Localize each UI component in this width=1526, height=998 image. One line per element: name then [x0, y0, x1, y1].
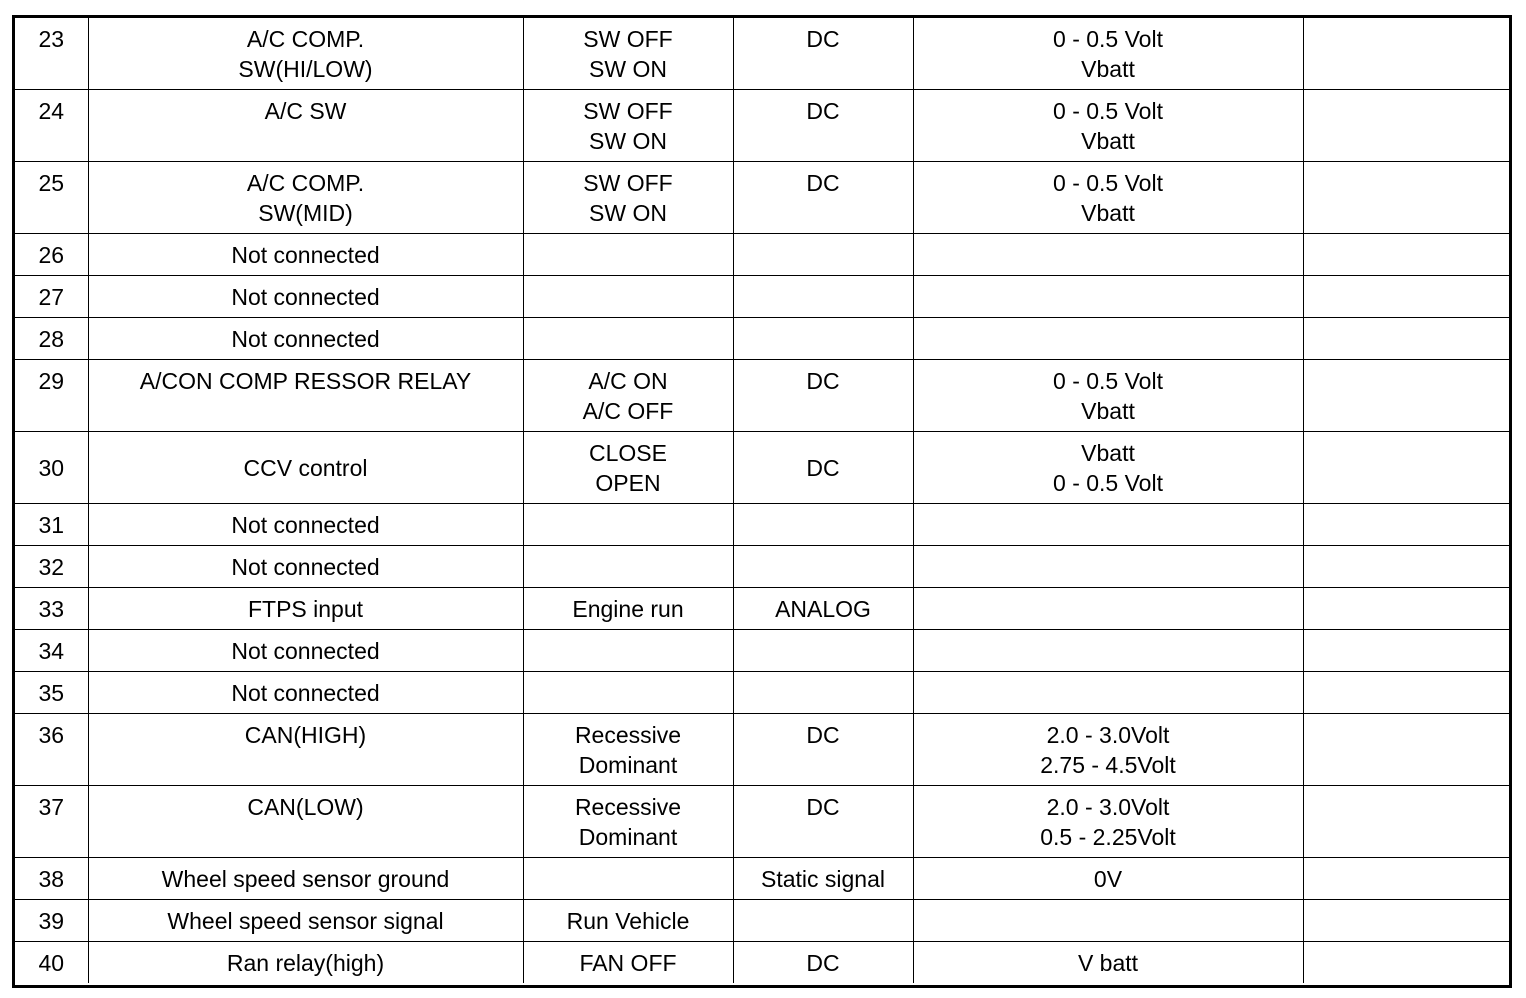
signal-type-cell-text [734, 630, 913, 636]
remark-cell [1303, 276, 1509, 318]
signal-type-cell-text: DC [806, 794, 840, 820]
signal-type-cell-text [734, 318, 913, 324]
pin-number-cell-text: 39 [38, 908, 65, 934]
level-cell-text [914, 588, 1303, 594]
remark-cell-text [1304, 942, 1510, 948]
description-cell [88, 714, 523, 786]
signal-type-cell [733, 90, 913, 162]
pin-number-cell [15, 588, 88, 630]
signal-type-cell-text: DC [806, 368, 840, 394]
description-cell-text: A/CON COMP RESSOR RELAY [139, 368, 472, 394]
table-row [15, 276, 1509, 318]
description-cell [88, 318, 523, 360]
signal-type-cell [733, 630, 913, 672]
pin-number-cell-text: 38 [38, 866, 65, 892]
remark-cell-text [1304, 234, 1510, 240]
condition-cell-text: Run Vehicle [566, 908, 690, 934]
pin-number-cell [15, 318, 88, 360]
condition-cell [523, 630, 733, 672]
condition-cell [523, 786, 733, 858]
table-row [15, 900, 1509, 942]
pin-number-cell [15, 234, 88, 276]
condition-cell-text [524, 318, 733, 324]
level-cell-text [914, 900, 1303, 906]
pin-number-cell-text: 30 [38, 454, 65, 481]
remark-cell [1303, 942, 1509, 984]
signal-type-cell [733, 714, 913, 786]
pin-number-cell [15, 276, 88, 318]
description-cell [88, 360, 523, 432]
condition-cell-text [524, 672, 733, 678]
pin-number-cell-text: 35 [38, 680, 65, 706]
level-cell [913, 276, 1303, 318]
description-cell [88, 630, 523, 672]
condition-cell-text: Recessive Dominant [574, 722, 682, 778]
table-row [15, 162, 1509, 234]
pin-table [15, 18, 1509, 983]
description-cell-text: Not connected [231, 638, 380, 664]
remark-cell [1303, 900, 1509, 942]
description-cell-text: CCV control [243, 454, 368, 481]
pin-number-cell [15, 858, 88, 900]
pin-number-cell-text: 31 [38, 512, 65, 538]
table-row [15, 630, 1509, 672]
level-cell-text: V batt [1077, 950, 1139, 976]
description-cell [88, 276, 523, 318]
condition-cell [523, 432, 733, 504]
pin-number-cell-text: 26 [38, 242, 65, 268]
remark-cell-text [1304, 588, 1510, 594]
table-row [15, 672, 1509, 714]
table-row [15, 504, 1509, 546]
remark-cell [1303, 432, 1509, 504]
description-cell [88, 162, 523, 234]
condition-cell [523, 588, 733, 630]
pin-number-cell-text: 36 [38, 722, 65, 748]
description-cell [88, 546, 523, 588]
signal-type-cell-text: DC [806, 26, 840, 52]
condition-cell [523, 90, 733, 162]
signal-type-cell [733, 360, 913, 432]
pin-number-cell [15, 504, 88, 546]
pin-number-cell-text: 27 [38, 284, 65, 310]
level-cell [913, 546, 1303, 588]
condition-cell-text [524, 858, 733, 864]
pin-number-cell-text: 33 [38, 596, 65, 622]
remark-cell [1303, 90, 1509, 162]
level-cell [913, 786, 1303, 858]
remark-cell-text [1304, 786, 1510, 792]
level-cell-text: Vbatt 0 - 0.5 Volt [1053, 439, 1163, 496]
level-cell [913, 900, 1303, 942]
signal-type-cell [733, 504, 913, 546]
level-cell [913, 858, 1303, 900]
pin-number-cell-text: 37 [38, 794, 65, 820]
remark-cell-text [1304, 714, 1510, 720]
condition-cell-text [524, 276, 733, 282]
level-cell-text [914, 504, 1303, 510]
pin-number-cell [15, 900, 88, 942]
description-cell-text: A/C COMP. SW(MID) [246, 170, 365, 226]
description-cell-text: CAN(LOW) [247, 794, 364, 820]
level-cell-text: 0 - 0.5 Volt Vbatt [1053, 26, 1163, 82]
pin-number-cell [15, 90, 88, 162]
signal-type-cell [733, 234, 913, 276]
level-cell-text [914, 546, 1303, 552]
remark-cell-text [1304, 360, 1510, 366]
description-cell-text: Ran relay(high) [226, 950, 385, 976]
condition-cell-text: SW OFF SW ON [583, 170, 673, 226]
description-cell [88, 942, 523, 984]
condition-cell [523, 900, 733, 942]
pin-number-cell [15, 786, 88, 858]
level-cell-text: 0 - 0.5 Volt Vbatt [1053, 170, 1163, 226]
table-row [15, 858, 1509, 900]
level-cell-text: 2.0 - 3.0Volt 2.75 - 4.5Volt [1040, 722, 1176, 778]
level-cell [913, 942, 1303, 984]
level-cell [913, 588, 1303, 630]
table-row [15, 360, 1509, 432]
table-row [15, 714, 1509, 786]
signal-type-cell-text [734, 546, 913, 552]
description-cell [88, 858, 523, 900]
signal-type-cell [733, 432, 913, 504]
pin-number-cell-text: 25 [38, 170, 65, 196]
description-cell-text: Not connected [231, 680, 380, 706]
signal-type-cell [733, 858, 913, 900]
signal-type-cell [733, 162, 913, 234]
signal-type-cell-text: ANALOG [775, 596, 871, 622]
description-cell-text: A/C SW [264, 98, 347, 124]
remark-cell-text [1304, 672, 1510, 678]
description-cell [88, 786, 523, 858]
description-cell [88, 900, 523, 942]
signal-type-cell-text: DC [806, 98, 840, 124]
description-cell [88, 18, 523, 90]
description-cell-text: Not connected [231, 242, 380, 268]
condition-cell [523, 318, 733, 360]
level-cell [913, 90, 1303, 162]
description-cell-text: CAN(HIGH) [244, 722, 367, 748]
remark-cell-text [1304, 90, 1510, 96]
level-cell-text [914, 276, 1303, 282]
condition-cell [523, 858, 733, 900]
remark-cell [1303, 672, 1509, 714]
table-row [15, 90, 1509, 162]
signal-type-cell-text [734, 900, 913, 906]
pin-number-cell-text: 29 [38, 368, 65, 394]
condition-cell-text: SW OFF SW ON [583, 26, 673, 82]
pin-number-cell-text: 24 [38, 98, 65, 124]
description-cell [88, 588, 523, 630]
description-cell [88, 672, 523, 714]
remark-cell-text [1304, 18, 1510, 24]
description-cell-text: Wheel speed sensor signal [167, 908, 444, 934]
level-cell [913, 360, 1303, 432]
remark-cell-text [1304, 900, 1510, 906]
level-cell-text: 0V [1093, 866, 1123, 892]
description-cell-text: FTPS input [247, 596, 364, 622]
signal-type-cell [733, 318, 913, 360]
table-row [15, 546, 1509, 588]
condition-cell [523, 276, 733, 318]
signal-type-cell-text [734, 504, 913, 510]
signal-type-cell [733, 546, 913, 588]
description-cell-text: Not connected [231, 284, 380, 310]
description-cell [88, 234, 523, 276]
level-cell-text [914, 234, 1303, 240]
level-cell-text: 0 - 0.5 Volt Vbatt [1053, 368, 1163, 424]
table-row [15, 18, 1509, 90]
remark-cell [1303, 360, 1509, 432]
condition-cell-text [524, 234, 733, 240]
remark-cell [1303, 504, 1509, 546]
remark-cell [1303, 630, 1509, 672]
remark-cell-text [1304, 276, 1510, 282]
level-cell [913, 432, 1303, 504]
level-cell [913, 630, 1303, 672]
table-row [15, 786, 1509, 858]
description-cell [88, 504, 523, 546]
pin-number-cell [15, 630, 88, 672]
remark-cell [1303, 714, 1509, 786]
condition-cell [523, 234, 733, 276]
remark-cell [1303, 858, 1509, 900]
table-row [15, 942, 1509, 984]
description-cell [88, 90, 523, 162]
level-cell [913, 18, 1303, 90]
level-cell [913, 234, 1303, 276]
condition-cell [523, 504, 733, 546]
description-cell-text: Not connected [231, 326, 380, 352]
signal-type-cell-text: DC [806, 950, 840, 976]
pin-table-body [15, 18, 1509, 983]
pin-number-cell [15, 18, 88, 90]
level-cell-text [914, 630, 1303, 636]
pin-table-frame [12, 15, 1512, 988]
level-cell [913, 162, 1303, 234]
condition-cell-text [524, 546, 733, 552]
pin-number-cell [15, 546, 88, 588]
level-cell-text [914, 318, 1303, 324]
pin-number-cell-text: 34 [38, 638, 65, 664]
pin-number-cell [15, 360, 88, 432]
condition-cell-text: SW OFF SW ON [583, 98, 673, 154]
remark-cell [1303, 786, 1509, 858]
signal-type-cell-text: DC [806, 722, 840, 748]
signal-type-cell-text: Static signal [760, 866, 885, 892]
pin-number-cell-text: 28 [38, 326, 65, 352]
level-cell [913, 672, 1303, 714]
signal-type-cell-text [734, 672, 913, 678]
condition-cell-text: Recessive Dominant [574, 794, 682, 850]
remark-cell [1303, 18, 1509, 90]
signal-type-cell-text [734, 234, 913, 240]
condition-cell-text: CLOSE OPEN [589, 439, 667, 496]
remark-cell [1303, 162, 1509, 234]
pin-number-cell-text: 32 [38, 554, 65, 580]
pin-number-cell [15, 714, 88, 786]
signal-type-cell-text: DC [806, 454, 840, 481]
condition-cell-text [524, 504, 733, 510]
condition-cell-text: FAN OFF [579, 950, 677, 976]
condition-cell-text [524, 630, 733, 636]
condition-cell-text: Engine run [572, 596, 684, 622]
remark-cell [1303, 546, 1509, 588]
level-cell [913, 714, 1303, 786]
level-cell [913, 318, 1303, 360]
remark-cell [1303, 234, 1509, 276]
table-row [15, 588, 1509, 630]
signal-type-cell [733, 786, 913, 858]
table-row [15, 234, 1509, 276]
table-row [15, 432, 1509, 504]
condition-cell [523, 546, 733, 588]
level-cell-text [914, 672, 1303, 678]
condition-cell [523, 672, 733, 714]
condition-cell [523, 360, 733, 432]
description-cell-text: Not connected [231, 512, 380, 538]
signal-type-cell [733, 900, 913, 942]
remark-cell-text [1304, 162, 1510, 168]
remark-cell-text [1304, 318, 1510, 324]
remark-cell-text [1304, 858, 1510, 864]
level-cell-text: 0 - 0.5 Volt Vbatt [1053, 98, 1163, 154]
table-row [15, 318, 1509, 360]
remark-cell-text [1304, 630, 1510, 636]
condition-cell [523, 162, 733, 234]
condition-cell [523, 714, 733, 786]
level-cell-text: 2.0 - 3.0Volt 0.5 - 2.25Volt [1040, 794, 1176, 850]
signal-type-cell-text: DC [806, 170, 840, 196]
remark-cell-text [1304, 546, 1510, 552]
description-cell-text: Wheel speed sensor ground [161, 866, 450, 892]
pin-number-cell-text: 40 [38, 950, 65, 976]
remark-cell-text [1304, 504, 1510, 510]
signal-type-cell-text [734, 276, 913, 282]
condition-cell [523, 18, 733, 90]
remark-cell [1303, 588, 1509, 630]
condition-cell-text: A/C ON A/C OFF [582, 368, 674, 424]
remark-cell [1303, 318, 1509, 360]
pin-number-cell [15, 432, 88, 504]
description-cell-text: A/C COMP. SW(HI/LOW) [238, 26, 373, 82]
description-cell [88, 432, 523, 504]
signal-type-cell [733, 942, 913, 984]
description-cell-text: Not connected [231, 554, 380, 580]
signal-type-cell [733, 672, 913, 714]
pin-number-cell-text: 23 [38, 26, 65, 52]
signal-type-cell [733, 588, 913, 630]
pin-number-cell [15, 162, 88, 234]
pin-number-cell [15, 942, 88, 984]
pin-number-cell [15, 672, 88, 714]
level-cell [913, 504, 1303, 546]
signal-type-cell [733, 276, 913, 318]
condition-cell [523, 942, 733, 984]
signal-type-cell [733, 18, 913, 90]
